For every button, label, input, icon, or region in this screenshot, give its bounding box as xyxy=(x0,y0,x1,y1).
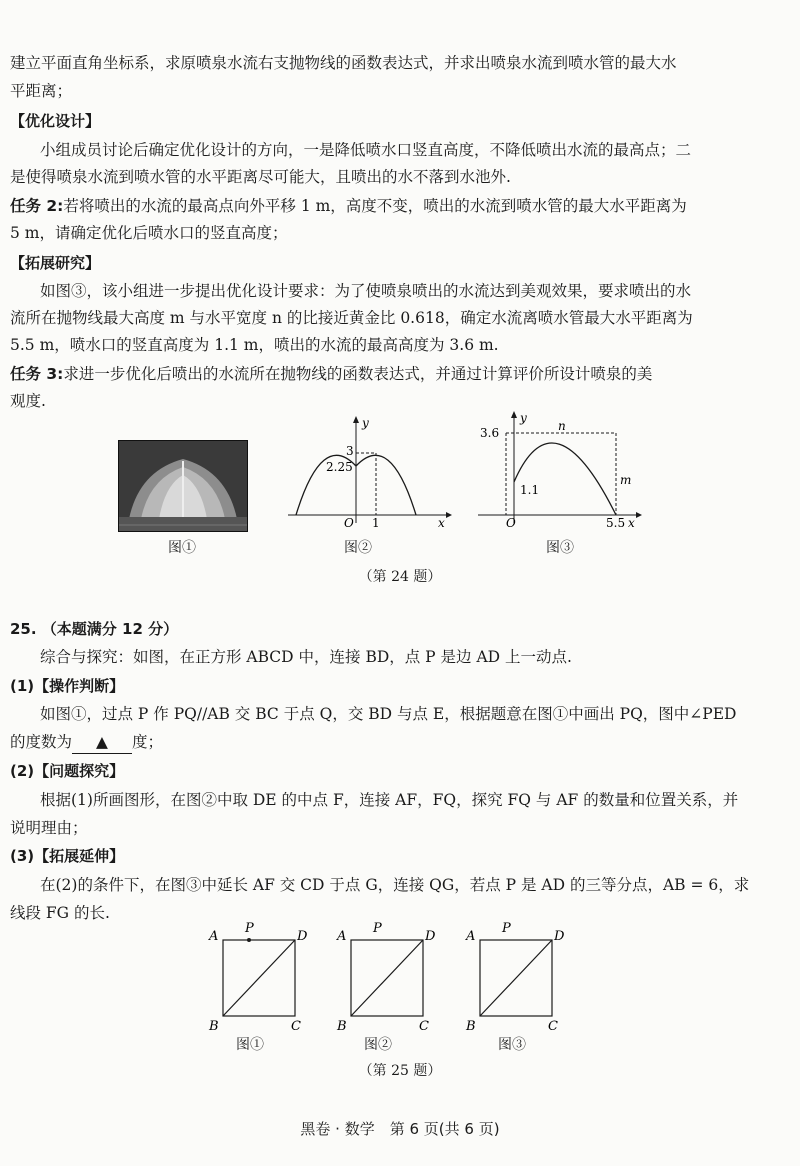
text-line: 流所在抛物线最大高度 m 与水平宽度 n 的比接近黄金比 0.618，确定水流离喷水管最大水平距离为 xyxy=(10,309,693,327)
text-line: 建立平面直角坐标系，求原喷泉水流右支抛物线的函数表达式，并求出喷泉水流到喷水管的最大水 xyxy=(10,54,677,72)
task2-line xyxy=(10,195,785,217)
graph-fig2 xyxy=(288,415,453,533)
subquestion-heading: (2)【问题探究】 xyxy=(10,762,125,780)
square-fig1 xyxy=(205,918,315,1038)
graph-fig3 xyxy=(478,410,643,533)
text-line: 小组成员讨论后确定优化设计的方向，一是降低喷水口竖直高度，不降低喷出水流的最高点；二 xyxy=(40,141,692,159)
section-heading-optimize: 【优化设计】 xyxy=(10,112,101,130)
tick-label: 1 xyxy=(372,516,380,530)
tick-label: 3 xyxy=(346,444,354,458)
text-fragment: 度； xyxy=(132,733,164,751)
vertex-label: P xyxy=(502,921,511,936)
vertex-label: B xyxy=(209,1019,219,1034)
text-line: 说明理由； xyxy=(10,819,88,837)
figure-caption: 图② xyxy=(364,1037,392,1053)
vertex-label: C xyxy=(548,1019,558,1034)
figure-caption: 图① xyxy=(236,1037,264,1053)
height-label: m xyxy=(620,473,632,487)
task3-line xyxy=(10,363,785,385)
vertex-label: D xyxy=(425,929,436,944)
text-line: 根据(1)所画图形，在图②中取 DE 的中点 F，连接 AF，FQ，探究 FQ 与 AF 的数量和位置关系，并 xyxy=(40,791,739,809)
square-fig3 xyxy=(462,918,572,1038)
vertex-label: C xyxy=(419,1019,429,1034)
tick-label: 2.25 xyxy=(326,460,353,474)
axis-x-label: x xyxy=(628,516,635,530)
vertex-label: P xyxy=(373,921,382,936)
text-line: 观度. xyxy=(10,392,46,410)
task3-label: 任务 3: xyxy=(10,365,64,383)
vertex-label: D xyxy=(554,929,565,944)
figure-group-caption: （第 24 题） xyxy=(358,569,442,585)
vertex-label: A xyxy=(466,929,476,944)
vertex-label: A xyxy=(337,929,347,944)
text-line: 5 m，请确定优化后喷水口的竖直高度； xyxy=(10,224,288,242)
axis-x-label: x xyxy=(438,516,445,530)
vertex-label: D xyxy=(297,929,308,944)
figure-caption: 图① xyxy=(168,540,196,556)
answer-line xyxy=(10,731,785,754)
question-title: 25. （本题满分 12 分） xyxy=(10,620,179,638)
subquestion-heading: (1)【操作判断】 xyxy=(10,677,125,695)
origin-label: O xyxy=(344,516,354,530)
subquestion-heading: (3)【拓展延伸】 xyxy=(10,847,125,865)
text-fragment: 的度数为 xyxy=(10,733,73,751)
tick-label: 1.1 xyxy=(520,483,540,497)
square-fig2 xyxy=(333,918,443,1038)
text-line: 5.5 m，喷水口的竖直高度为 1.1 m，喷出的水流的最高高度为 3.6 m. xyxy=(10,336,499,354)
answer-blank: ▲ xyxy=(72,731,132,754)
text-line: 是使得喷泉水流到喷水管的水平距离尽可能大，且喷出的水不落到水池外. xyxy=(10,168,511,186)
width-label: n xyxy=(558,419,566,433)
vertex-label: A xyxy=(209,929,219,944)
vertex-label: P xyxy=(245,921,254,936)
origin-label: O xyxy=(506,516,516,530)
task2-label: 任务 2: xyxy=(10,197,64,215)
task2-text: 若将喷出的水流的最高点向外平移 1 m，高度不变，喷出的水流到喷水管的最大水平距离为 xyxy=(63,197,687,215)
text-line: 在(2)的条件下，在图③中延长 AF 交 CD 于点 G，连接 QG，若点 P 是 AD 的三等分点，AB = 6，求 xyxy=(40,876,750,894)
section-heading-extend: 【拓展研究】 xyxy=(10,254,101,272)
figure-caption: 图② xyxy=(344,540,372,556)
fountain-photo xyxy=(118,440,248,532)
figure-group-caption: （第 25 题） xyxy=(358,1063,442,1079)
text-line: 如图①，过点 P 作 PQ//AB 交 BC 于点 Q，交 BD 与点 E，根据题意在图①中画出 PQ，图中∠PED xyxy=(40,705,737,723)
tick-label: 3.6 xyxy=(480,426,500,440)
axis-y-label: y xyxy=(520,411,527,425)
vertex-label: C xyxy=(291,1019,301,1034)
text-line: 综合与探究：如图，在正方形 ABCD 中，连接 BD，点 P 是边 AD 上一动点. xyxy=(40,648,572,666)
text-line: 如图③，该小组进一步提出优化设计要求：为了使喷泉喷出的水流达到美观效果，要求喷出的水 xyxy=(40,282,692,300)
text-line: 线段 FG 的长. xyxy=(10,904,110,922)
tick-label: 5.5 xyxy=(606,516,626,530)
figure-caption: 图③ xyxy=(546,540,574,556)
vertex-label: B xyxy=(337,1019,347,1034)
vertex-label: B xyxy=(466,1019,476,1034)
figure-caption: 图③ xyxy=(498,1037,526,1053)
axis-y-label: y xyxy=(362,416,369,430)
page-footer: 黑卷 · 数学 第 6 页(共 6 页) xyxy=(300,1120,500,1138)
text-line: 平距离； xyxy=(10,82,73,100)
task3-text: 求进一步优化后喷出的水流所在抛物线的函数表达式，并通过计算评价所设计喷泉的美 xyxy=(63,365,653,383)
